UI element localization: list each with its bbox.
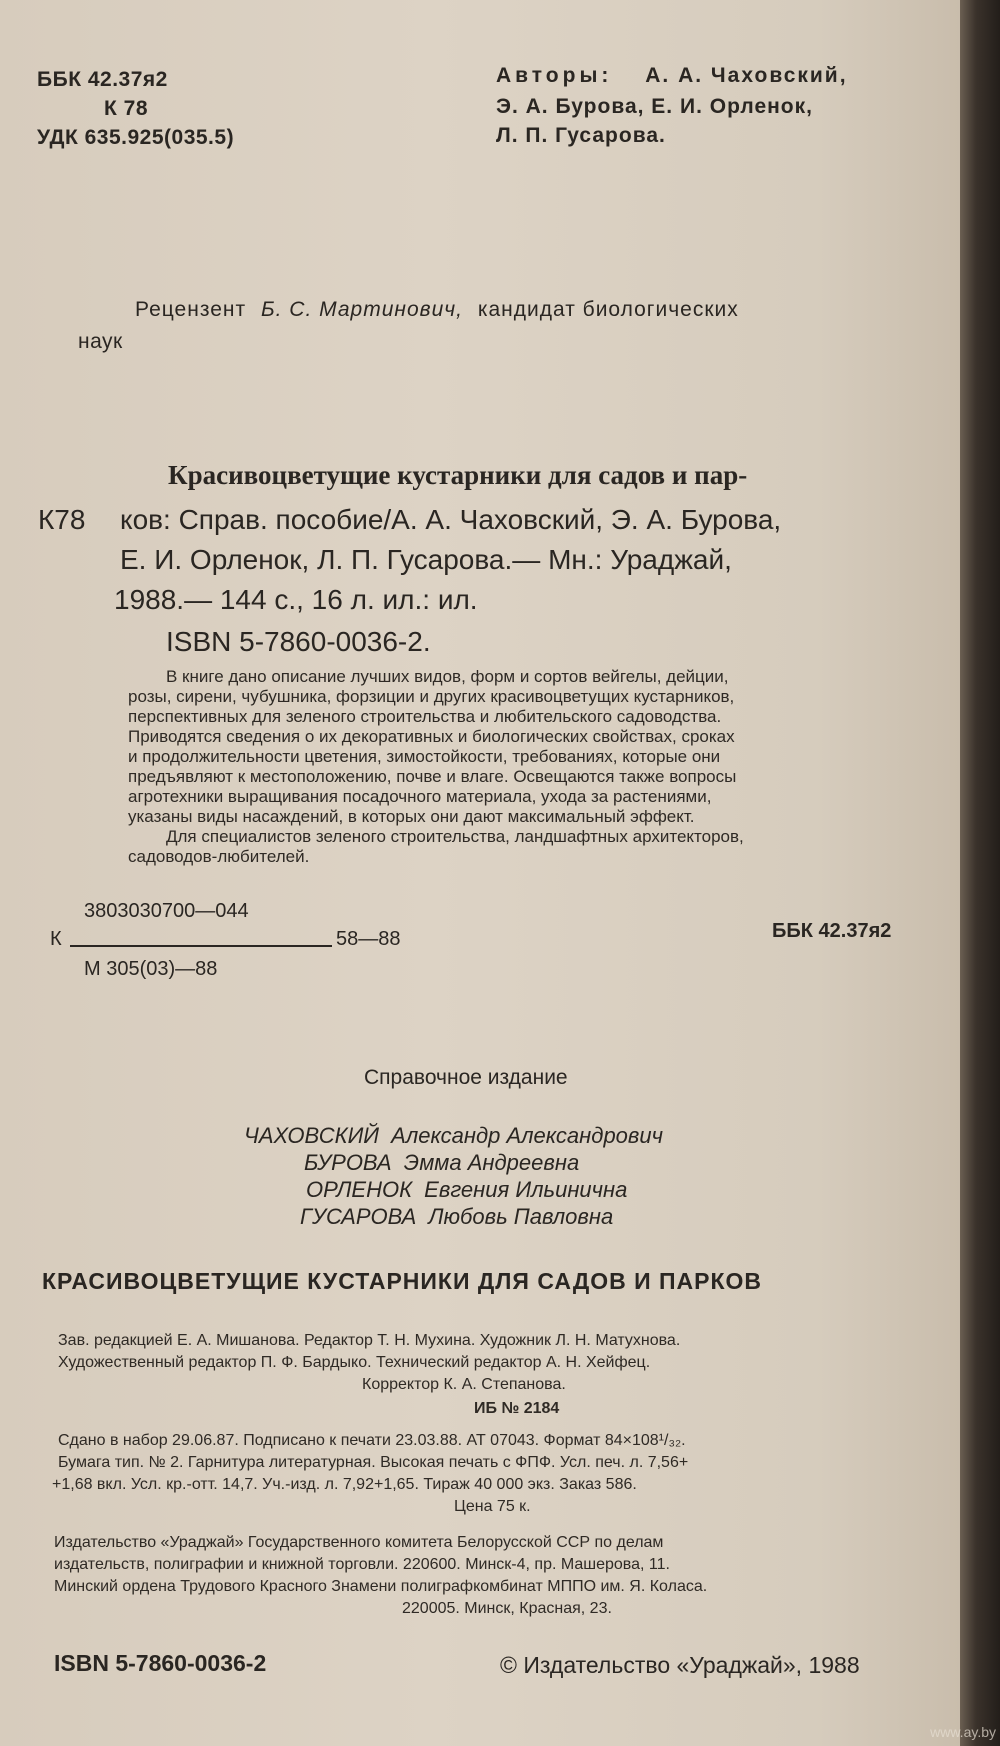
print-line1: Сдано в набор 29.06.87. Подписано к печати 23.03.88. АТ 07043. Формат 84×108¹/₃₂. — [58, 1432, 686, 1449]
book-spine-shadow — [960, 0, 1000, 1746]
biblio-line4: 1988.— 144 с., 16 л. ил.: ил. — [114, 584, 478, 615]
nb-number: ИБ № 2184 — [474, 1400, 560, 1417]
reviewer-line — [135, 298, 739, 322]
abstract-line: и продолжительности цветения, зимостойкости, требованиях, которые они — [128, 747, 721, 766]
abstract-line: перспективных для зеленого строительства и любительского садоводства. — [128, 707, 722, 726]
name-given: Эмма Андреевна — [403, 1150, 580, 1175]
catalog-suffix: 58—88 — [336, 928, 401, 950]
catalog-numerator: 3803030700—044 — [84, 900, 249, 922]
credits-line3: Корректор К. А. Степанова. — [362, 1376, 566, 1393]
udk-code: УДК 635.925(035.5) — [37, 126, 235, 149]
biblio-line3: Е. И. Орленок, Л. П. Гусарова.— Мн.: Ураджай, — [120, 544, 732, 575]
catalog-bbk: ББК 42.37я2 — [772, 920, 892, 942]
biblio-line2: ков: Справ. пособие/А. А. Чаховский, Э. А. Бурова, — [120, 504, 782, 535]
reviewer-label: Рецензент — [135, 298, 247, 321]
abstract-line: Для специалистов зеленого строительства, ландшафтных архитекторов, — [166, 827, 744, 846]
name-given: Александр Александрович — [391, 1123, 664, 1148]
caps-title: КРАСИВОЦВЕТУЩИЕ КУСТАРНИКИ ДЛЯ САДОВ И ПАРКОВ — [42, 1268, 763, 1294]
name-given: Любовь Павловна — [428, 1204, 614, 1229]
authors-block — [496, 64, 848, 88]
edition-type: Справочное издание — [364, 1066, 568, 1089]
publisher-line3: Минский ордена Трудового Красного Знамени полиграфкомбинат МППО им. Я. Коласа. — [54, 1578, 708, 1595]
credits-line1: Зав. редакцией Е. А. Мишанова. Редактор Т. Н. Мухина. Художник Л. Н. Матухнова. — [58, 1332, 681, 1349]
watermark-text: www.ay.by — [930, 1724, 996, 1740]
footer-copyright: © Издательство «Ураджай», 1988 — [500, 1652, 860, 1678]
reviewer-title-cont: наук — [78, 330, 123, 353]
abstract-line: розы, сирени, чубушника, форзиции и других красивоцветущих кустарников, — [128, 687, 735, 706]
name-surname: ОРЛЕНОК — [306, 1177, 413, 1202]
name-line — [304, 1150, 579, 1176]
abstract-line: агротехники выращивания посадочного материала, ухода за растениями, — [128, 787, 712, 806]
name-given: Евгения Ильинична — [424, 1177, 628, 1202]
footer-isbn: ISBN 5-7860-0036-2 — [54, 1650, 267, 1676]
print-line3: +1,68 вкл. Усл. кр.-отт. 14,7. Уч.-изд. л. 7,92+1,65. Тираж 40 000 экз. Заказ 586. — [52, 1476, 637, 1493]
catalog-fraction-line — [70, 945, 332, 947]
name-surname: ГУСАРОВА — [300, 1204, 417, 1229]
k-code: К 78 — [104, 97, 149, 120]
reviewer-name: Б. С. Мартинович, — [260, 298, 463, 321]
name-line — [244, 1123, 663, 1149]
abstract-line: Приводятся сведения о их декоративных и биологических свойствах, сроках — [128, 727, 735, 746]
catalog-mark: К78 — [38, 504, 86, 535]
name-surname: ЧАХОВСКИЙ — [244, 1123, 380, 1148]
authors-line1: А. А. Чаховский, — [645, 64, 848, 87]
authors-line3: Л. П. Гусарова. — [496, 124, 666, 147]
abstract-line: В книге дано описание лучших видов, форм и сортов вейгелы, дейции, — [166, 667, 729, 686]
publisher-line4: 220005. Минск, Красная, 23. — [402, 1600, 612, 1617]
print-price: Цена 75 к. — [454, 1498, 531, 1515]
reviewer-title: кандидат биологических — [477, 298, 739, 321]
print-line2: Бумага тип. № 2. Гарнитура литературная. Высокая печать с ФПФ. Усл. печ. л. 7,56+ — [58, 1454, 689, 1471]
bbk-code: ББК 42.37я2 — [37, 68, 168, 91]
abstract-line: садоводов-любителей. — [128, 847, 310, 866]
catalog-k: К — [50, 928, 62, 950]
biblio-isbn: ISBN 5-7860-0036-2. — [166, 626, 431, 657]
name-line — [306, 1177, 627, 1203]
publisher-line1: Издательство «Ураджай» Государственного комитета Белорусской ССР по делам — [54, 1534, 664, 1551]
authors-line2: Э. А. Бурова, Е. И. Орленок, — [496, 95, 813, 118]
abstract — [128, 667, 938, 867]
authors-label: Авторы: — [496, 64, 613, 87]
catalog-denominator: М 305(03)—88 — [84, 958, 218, 980]
abstract-line: указаны виды насаждений, в которых они дают максимальный эффект. — [128, 807, 695, 826]
name-surname: БУРОВА — [304, 1150, 392, 1175]
abstract-line: предъявляют к местоположению, почве и влаге. Освещаются также вопросы — [128, 767, 737, 786]
book-title-line1: Красивоцветущие кустарники для садов и пар- — [168, 460, 748, 490]
name-line — [300, 1204, 613, 1230]
credits-line2: Художественный редактор П. Ф. Бардыко. Технический редактор А. Н. Хейфец. — [58, 1354, 651, 1371]
publisher-line2: издательств, полиграфии и книжной торговли. 220600. Минск-4, пр. Машерова, 11. — [54, 1556, 670, 1573]
